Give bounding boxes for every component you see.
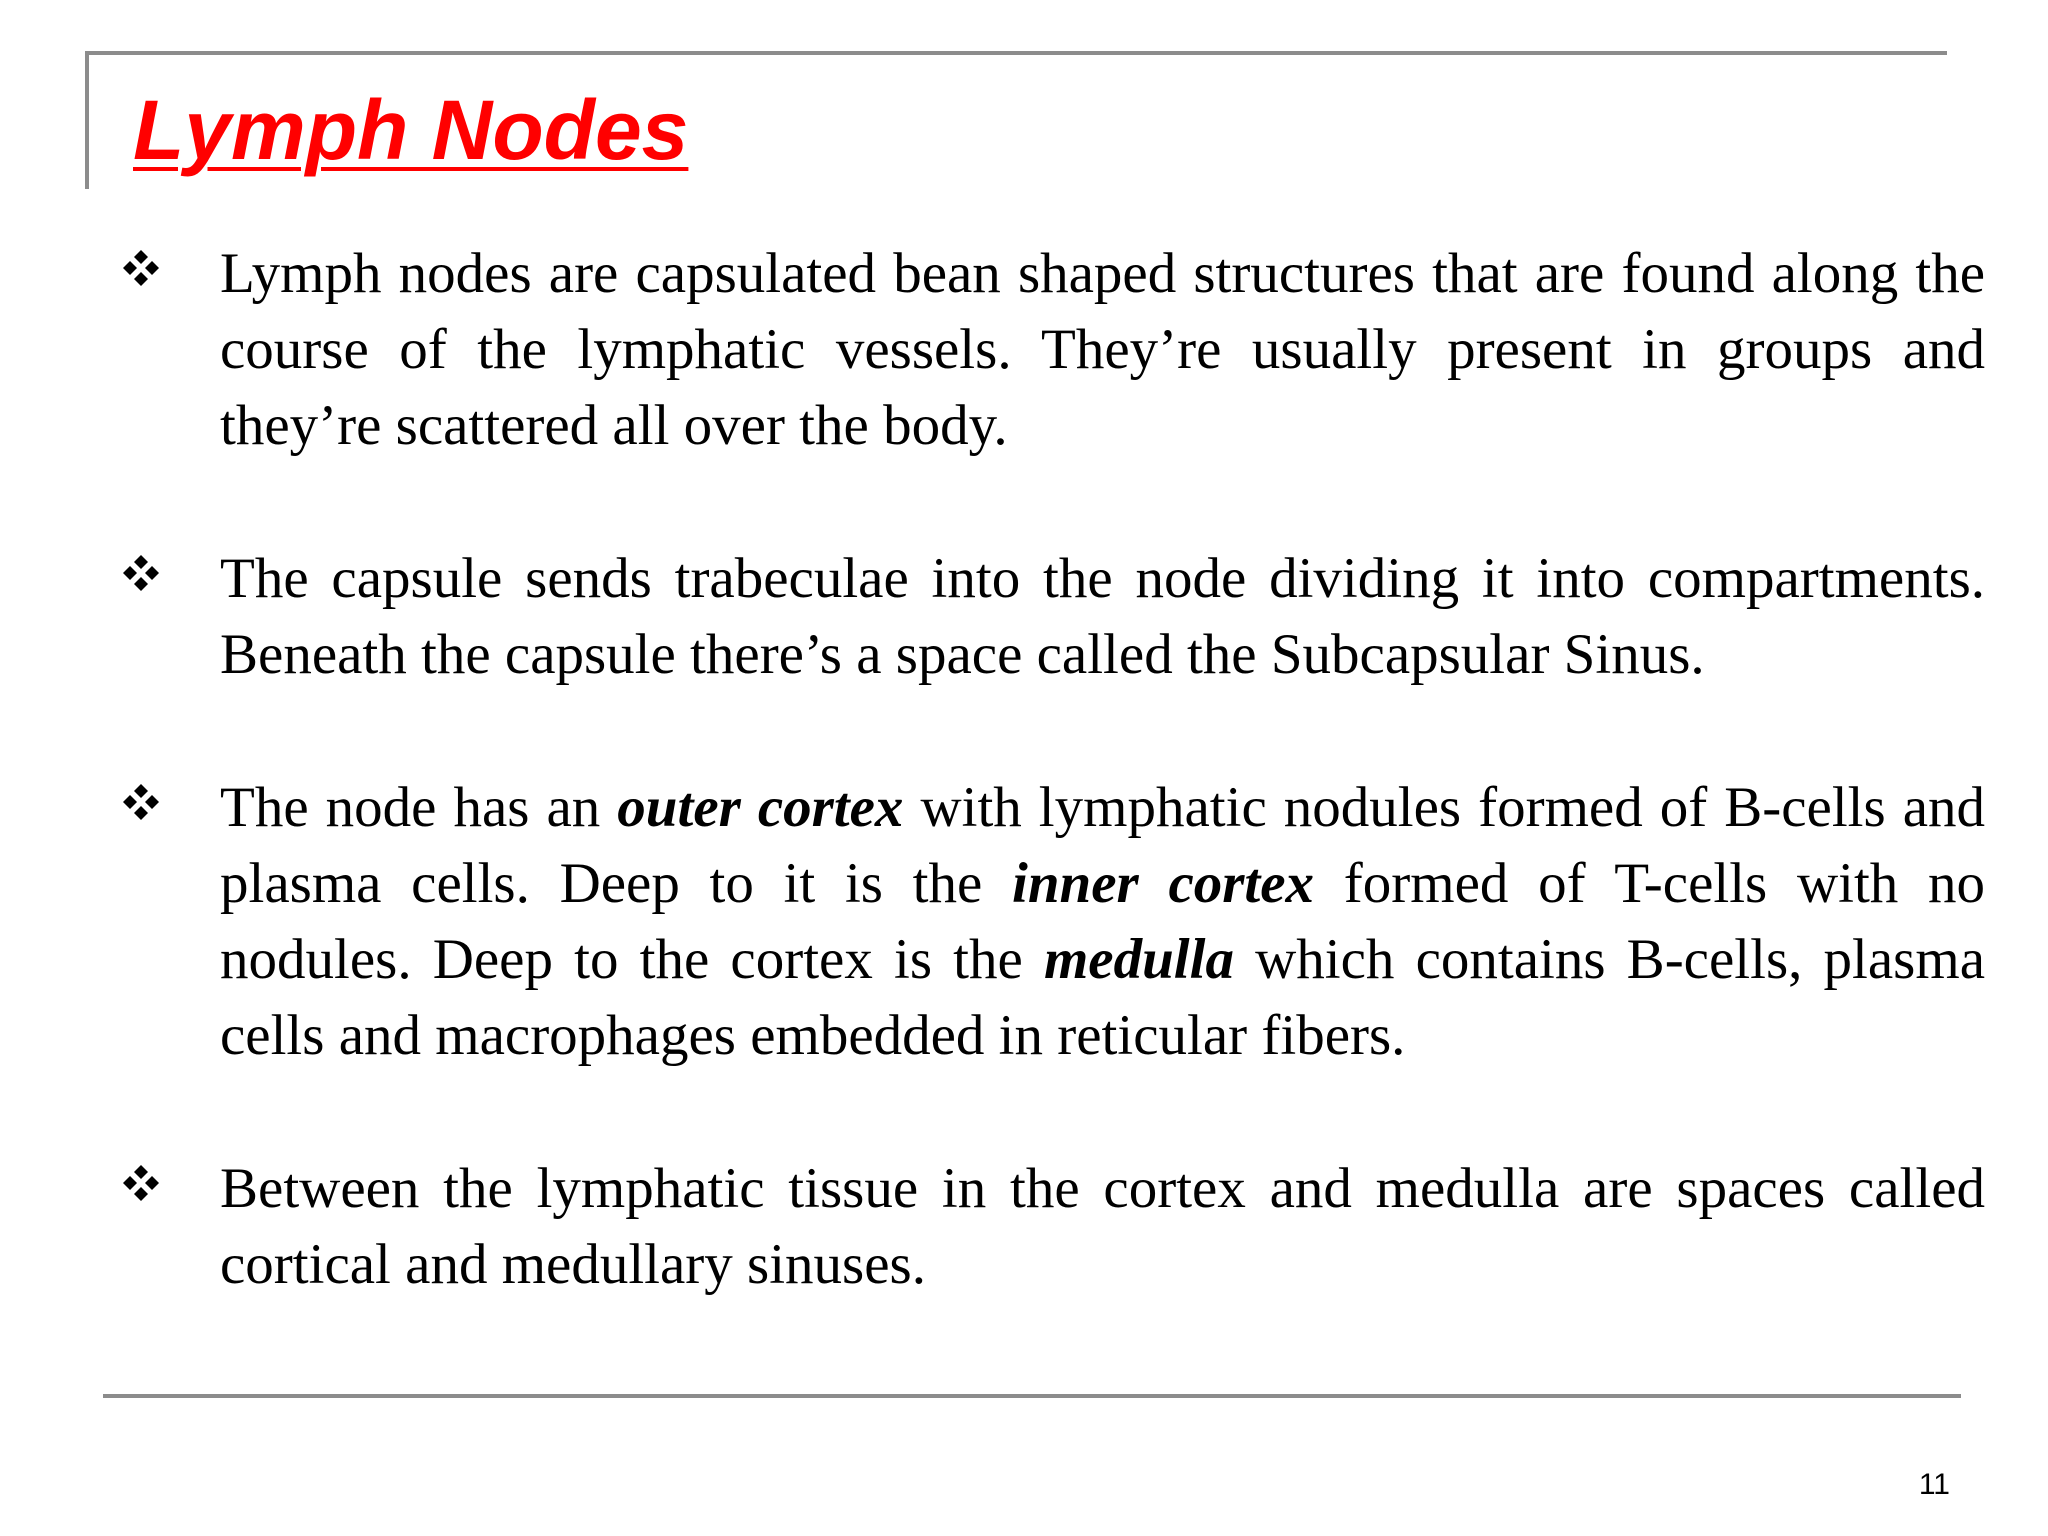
bullet-list <box>115 236 1985 1303</box>
bullet-item <box>115 541 1985 693</box>
bullet-text: The capsule sends trabeculae into the node dividing it into compartments. Beneath the capsule there’s a space called the Subcapsular Sinus. <box>220 547 1985 686</box>
bullet-text: Lymph nodes are capsulated bean shaped structures that are found along the course of the lymphatic vessels. They’re usually present in groups and they’re scattered all over the body. <box>220 242 1985 457</box>
term-inner-cortex: inner cortex <box>1012 852 1315 915</box>
bullet-text: Between the lymphatic tissue in the cortex and medulla are spaces called cortical and medullary sinuses. <box>220 1157 1985 1296</box>
diamond-bullet-icon <box>121 782 161 822</box>
diamond-bullet-icon <box>121 1163 161 1203</box>
bullet-item <box>115 236 1985 464</box>
bullet-item <box>115 770 1985 1074</box>
slide-title: Lymph Nodes <box>133 83 689 177</box>
left-rule <box>85 51 89 189</box>
page-number: 11 <box>1918 1468 1950 1501</box>
diamond-bullet-icon <box>121 553 161 593</box>
term-medulla: medulla <box>1043 928 1234 991</box>
bullet-item <box>115 1151 1985 1303</box>
diamond-bullet-icon <box>121 248 161 288</box>
term-outer-cortex: outer cortex <box>617 776 904 839</box>
top-rule <box>85 51 1947 55</box>
bullet-text: The node has an outer cortex with lymphatic nodules formed of B-cells and plasma cells. Deep to it is the inner cortex formed of T-cells with no nodules. Deep to the cortex is the medulla which contains B-cells, plasma cells and macrophages embedded in reticular fibers. <box>220 776 1985 1067</box>
bottom-rule <box>103 1394 1961 1398</box>
